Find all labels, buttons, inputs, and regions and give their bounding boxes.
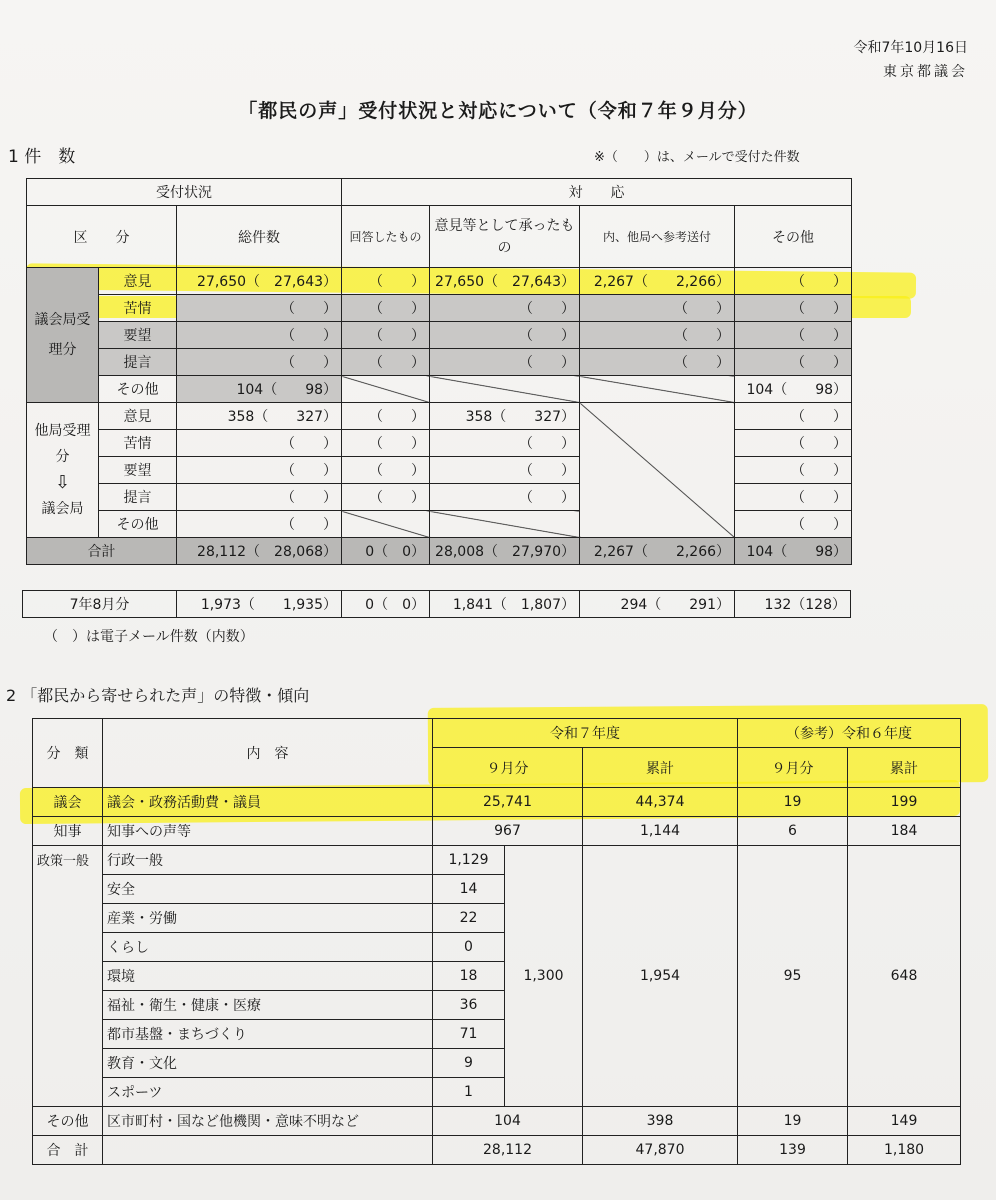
value-cell: 9: [433, 1049, 505, 1078]
cell-received: 27,650（ 27,643）: [430, 268, 580, 295]
cell-other: （ ）: [735, 403, 852, 430]
value-cell: 184: [848, 817, 961, 846]
value-cell: 28,112: [433, 1136, 583, 1165]
cell-total: （ ）: [177, 484, 342, 511]
cell-total: 358（ 327）: [177, 403, 342, 430]
group-a-label: 議会局受理分: [27, 268, 99, 403]
cell-other: （ ）: [735, 430, 852, 457]
cell-answered: （ ）: [342, 484, 430, 511]
cell-received: （ ）: [430, 484, 580, 511]
value-cell: 19: [738, 1107, 848, 1136]
content-cell: 福祉・衛生・健康・医療: [103, 991, 433, 1020]
type-label: 提言: [99, 484, 177, 511]
cell-received: 28,008（ 27,970）: [430, 538, 580, 565]
cell-forwarded: 294（ 291）: [580, 591, 735, 618]
table-row: [33, 817, 961, 846]
cell-other: （ ）: [735, 484, 852, 511]
cell-not-applicable: [430, 376, 580, 403]
content-cell: 知事への声等: [103, 817, 433, 846]
cell-total: 1,973（ 1,935）: [177, 591, 342, 618]
cell-total: （ ）: [177, 322, 342, 349]
content-cell: スポーツ: [103, 1078, 433, 1107]
table-row: [27, 295, 852, 322]
cell-forwarded: （ ）: [580, 349, 735, 376]
value-cell: 44,374: [583, 788, 738, 817]
col-group-response: 対 応: [342, 179, 852, 206]
table-row: [33, 788, 961, 817]
content-cell: 都市基盤・まちづくり: [103, 1020, 433, 1049]
cell-total: 27,650（ 27,643）: [177, 268, 342, 295]
class-cell: 知事: [33, 817, 103, 846]
col-other: その他: [735, 206, 852, 268]
cell-total: （ ）: [177, 430, 342, 457]
value-cell: 1: [433, 1078, 505, 1107]
value-cell: 149: [848, 1107, 961, 1136]
document-org: 東京都議会: [883, 64, 968, 80]
trend-table: [32, 718, 961, 1165]
cell-answered: （ ）: [342, 295, 430, 322]
table-row: [27, 349, 852, 376]
value-cell: 71: [433, 1020, 505, 1049]
value-cell: 1,129: [433, 846, 505, 875]
reception-table: [26, 178, 852, 565]
value-cell: 104: [433, 1107, 583, 1136]
cell-total: （ ）: [177, 511, 342, 538]
col-total: 総件数: [177, 206, 342, 268]
cell-not-applicable: [342, 376, 430, 403]
cell-total: （ ）: [177, 457, 342, 484]
class-cell: その他: [33, 1107, 103, 1136]
content-cell: 環境: [103, 962, 433, 991]
value-cell: 25,741: [433, 788, 583, 817]
content-cell: くらし: [103, 933, 433, 962]
cell-answered: （ ）: [342, 322, 430, 349]
type-label: 意見: [99, 403, 177, 430]
value-cell: 967: [433, 817, 583, 846]
value-cell: 1,300: [505, 846, 583, 1107]
content-cell: 産業・労働: [103, 904, 433, 933]
type-label: 要望: [99, 457, 177, 484]
cell-total: （ ）: [177, 349, 342, 376]
col-received-as-opinion: 意見等として承ったもの: [430, 206, 580, 268]
cell-forwarded: 2,267（ 2,266）: [580, 538, 735, 565]
cell-total: （ ）: [177, 295, 342, 322]
col-category: 区 分: [27, 206, 177, 268]
total-row: [33, 1136, 961, 1165]
cell-received: （ ）: [430, 322, 580, 349]
cell-not-applicable: [580, 403, 735, 538]
cell-other: （ ）: [735, 268, 852, 295]
group-b-title: 他局受理分: [34, 423, 91, 465]
table-row: [27, 268, 852, 295]
type-label: 意見: [99, 268, 177, 295]
content-cell: 議会・政務活動費・議員: [103, 788, 433, 817]
cell-received: 358（ 327）: [430, 403, 580, 430]
col-answered: 回答したもの: [342, 206, 430, 268]
cell-other: （ ）: [735, 295, 852, 322]
content-cell: 行政一般: [103, 846, 433, 875]
cell-answered: （ ）: [342, 457, 430, 484]
cell-other: （ ）: [735, 322, 852, 349]
class-cell: 政策一般: [33, 846, 103, 1107]
cell-answered: （ ）: [342, 349, 430, 376]
type-label: 提言: [99, 349, 177, 376]
value-cell: 0: [433, 933, 505, 962]
document-date: 令和7年10月16日: [853, 40, 968, 56]
document-title: 「都民の声」受付状況と対応について（令和７年９月分）: [238, 100, 758, 122]
total-row: [27, 538, 852, 565]
col-r6: （参考）令和６年度: [738, 719, 961, 748]
value-cell: 47,870: [583, 1136, 738, 1165]
value-cell: 36: [433, 991, 505, 1020]
table-row: [27, 403, 852, 430]
type-label: その他: [99, 511, 177, 538]
table-row: [33, 846, 961, 875]
section1-note: ※（ ）は、メールで受付た件数: [594, 150, 800, 165]
class-cell: 合 計: [33, 1136, 103, 1165]
document-header: [853, 36, 968, 84]
cell-forwarded: 2,267（ 2,266）: [580, 268, 735, 295]
class-cell: 議会: [33, 788, 103, 817]
cell-answered: （ ）: [342, 403, 430, 430]
cell-total: 104（ 98）: [177, 376, 342, 403]
col-r6-cum: 累計: [848, 748, 961, 788]
col-r7: 令和７年度: [433, 719, 738, 748]
section1-heading: 1 件 数: [8, 147, 76, 167]
type-label: その他: [99, 376, 177, 403]
type-label: 要望: [99, 322, 177, 349]
group-b-label: [27, 403, 99, 538]
content-cell: 区市町村・国など他機関・意味不明など: [103, 1107, 433, 1136]
value-cell: 18: [433, 962, 505, 991]
cell-forwarded: （ ）: [580, 322, 735, 349]
cell-not-applicable: [342, 511, 430, 538]
value-cell: 1,954: [583, 846, 738, 1107]
table-row: [33, 1107, 961, 1136]
col-r7-cum: 累計: [583, 748, 738, 788]
value-cell: 14: [433, 875, 505, 904]
value-cell: 139: [738, 1136, 848, 1165]
value-cell: 19: [738, 788, 848, 817]
value-cell: 1,144: [583, 817, 738, 846]
col-content: 内 容: [103, 719, 433, 788]
previous-month-table: [22, 590, 851, 618]
content-cell: [103, 1136, 433, 1165]
content-cell: 安全: [103, 875, 433, 904]
cell-received: 1,841（ 1,807）: [430, 591, 580, 618]
cell-answered: （ ）: [342, 430, 430, 457]
down-arrow-icon: ⇩: [54, 472, 71, 493]
cell-other: （ ）: [735, 457, 852, 484]
col-group-reception: 受付状況: [27, 179, 342, 206]
cell-other: 104（ 98）: [735, 538, 852, 565]
cell-received: （ ）: [430, 349, 580, 376]
type-label: 苦情: [99, 295, 177, 322]
value-cell: 199: [848, 788, 961, 817]
table-row: [23, 591, 851, 618]
cell-received: （ ）: [430, 430, 580, 457]
col-class: 分 類: [33, 719, 103, 788]
group-b-destination: 議会局: [41, 501, 84, 517]
cell-answered: （ ）: [342, 268, 430, 295]
email-note: （ ）は電子メール件数（内数）: [44, 629, 254, 645]
cell-not-applicable: [580, 376, 735, 403]
total-label: 合計: [27, 538, 177, 565]
cell-answered: 0（ 0）: [342, 591, 430, 618]
value-cell: 22: [433, 904, 505, 933]
value-cell: 398: [583, 1107, 738, 1136]
col-r6-sep: ９月分: [738, 748, 848, 788]
col-r7-sep: ９月分: [433, 748, 583, 788]
cell-other: 132（128）: [735, 591, 851, 618]
content-cell: 教育・文化: [103, 1049, 433, 1078]
cell-other: （ ）: [735, 349, 852, 376]
value-cell: 6: [738, 817, 848, 846]
cell-other: （ ）: [735, 511, 852, 538]
cell-forwarded: （ ）: [580, 295, 735, 322]
table-row: [27, 322, 852, 349]
value-cell: 1,180: [848, 1136, 961, 1165]
value-cell: 95: [738, 846, 848, 1107]
cell-other: 104（ 98）: [735, 376, 852, 403]
cell-received: （ ）: [430, 457, 580, 484]
cell-total: 28,112（ 28,068）: [177, 538, 342, 565]
table-row: [27, 376, 852, 403]
section2-heading: 2 「都民から寄せられた声」の特徴・傾向: [6, 686, 310, 705]
type-label: 苦情: [99, 430, 177, 457]
cell-received: （ ）: [430, 295, 580, 322]
cell-answered: 0（ 0）: [342, 538, 430, 565]
prev-label: 7年8月分: [23, 591, 177, 618]
value-cell: 648: [848, 846, 961, 1107]
cell-not-applicable: [430, 511, 580, 538]
col-forwarded: 内、他局へ参考送付: [580, 206, 735, 268]
